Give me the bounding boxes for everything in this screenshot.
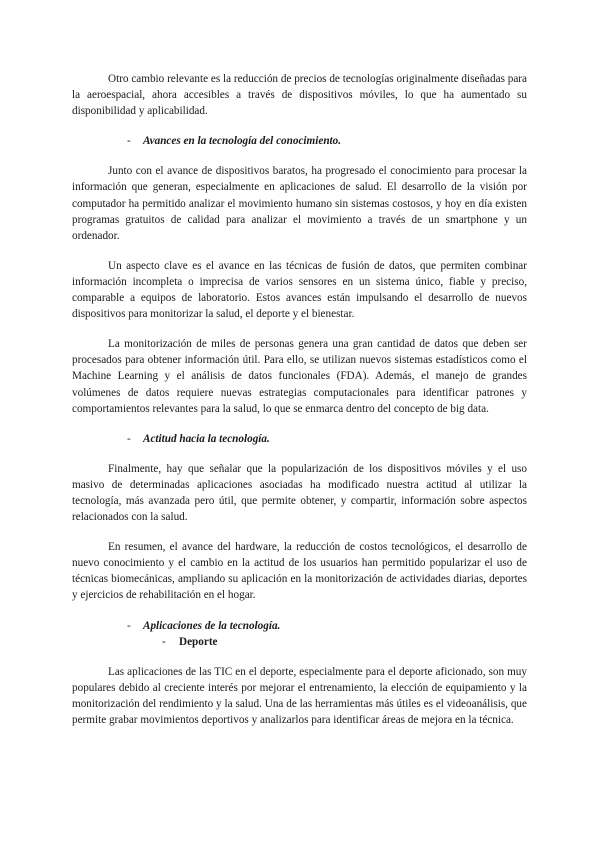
heading-knowledge-advances bbox=[72, 133, 527, 149]
paragraph-knowledge-processing: Junto con el avance de dispositivos baratos, ha progresado el conocimiento para procesar la información que generan, especialmente en aplicaciones de salud. El desarrollo de la visión por computador ha permitido analizar el movimiento humano sin sistemas costosos, y hoy en día existen programas gratuitos de calidad para analizar el movimiento a través de un smartphone y un ordenador. bbox=[72, 165, 527, 242]
bullet-dash: - bbox=[127, 619, 131, 632]
heading-applications bbox=[72, 618, 527, 634]
paragraph-big-data: La monitorización de miles de personas genera una gran cantidad de datos que deben ser procesados para obtener información útil. Para ello, se utilizan nuevos sistemas estadísticos como el Machine Learning y el análisis de datos funcionales (FDA). Además, el manejo de grandes volúmenes de datos requiere nuevas estrategias computacionales para identificar patrones y comportamientos relevantes para la salud, lo que se enmarca dentro del concepto de big data. bbox=[72, 338, 527, 415]
paragraph-sport-applications: Las aplicaciones de las TIC en el deporte, especialmente para el deporte aficionado, son muy populares debido al creciente interés por mejorar el entrenamiento, la elección de equipamiento y la monitorización del rendimiento y la salud. Una de las herramientas más útiles es el videoanálisis, que permite grabar movimientos deportivos y analizarlos para identificar áreas de mejora en la técnica. bbox=[72, 665, 527, 726]
paragraph-mobile-popularization: Finalmente, hay que señalar que la popularización de los dispositivos móviles y el uso masivo de determinadas aplicaciones asociadas ha modificado nuestra actitud al utilizar la tecnología, más avanzada pero útil, que permite obtener, y compartir, información sobre aspectos relacionados con la salud. bbox=[72, 462, 527, 524]
paragraph-price-reduction: Otro cambio relevante es la reducción de precios de tecnologías originalmente diseñadas para la aeroespacial, ahora accesibles a través de dispositivos móviles, lo que ha aumentado su disponibilidad y aplicabilidad. bbox=[72, 73, 527, 118]
bullet-dash: - bbox=[127, 135, 131, 148]
heading-text: Aplicaciones de la tecnología. bbox=[143, 619, 281, 632]
heading-text: Avances en la tecnología del conocimiento. bbox=[143, 135, 342, 148]
paragraph-summary: En resumen, el avance del hardware, la reducción de costos tecnológicos, el desarrollo de nuevo conocimiento y el cambio en la actitud de los usuarios han permitido popularizar el uso de técnicas biomecánicas, ampliando su aplicación en la monitorización de actividades diarias, deportes y ejercicios de rehabilitación en el hogar. bbox=[72, 541, 527, 602]
subheading-sport bbox=[72, 634, 527, 650]
bullet-dash: - bbox=[127, 432, 131, 445]
heading-attitude bbox=[72, 431, 527, 447]
bullet-dash: - bbox=[162, 635, 166, 648]
heading-text: Actitud hacia la tecnología. bbox=[143, 432, 270, 445]
paragraph-data-fusion: Un aspecto clave es el avance en las técnicas de fusión de datos, que permiten combinar información incompleta o imprecisa de varios sensores en un sistema único, fiable y preciso, comparable a equipos de laboratorio. Estos avances están impulsando el desarrollo de nuevos dispositivos para monitorizar la salud, el deporte y el bienestar. bbox=[72, 259, 527, 321]
subheading-text: Deporte bbox=[179, 635, 218, 648]
